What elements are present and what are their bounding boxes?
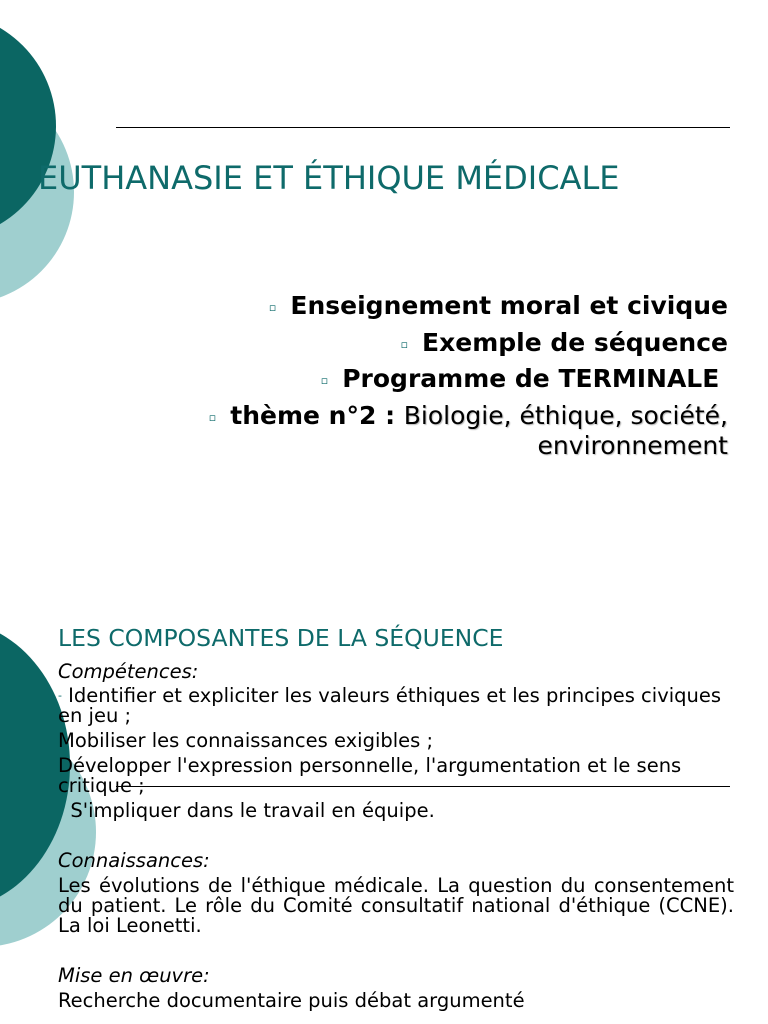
bullet-list xyxy=(108,288,728,461)
bullet-text: Enseignement moral et civique xyxy=(290,291,728,320)
bullet-item xyxy=(108,401,728,461)
bullet-text: Biologie, éthique, société, xyxy=(403,400,728,430)
bullet-item xyxy=(108,325,728,362)
mise-en-oeuvre-heading: Mise en œuvre: xyxy=(58,964,210,987)
competence-text: S'impliquer dans le travail en équipe. xyxy=(58,799,435,822)
slide-2 xyxy=(0,512,768,1024)
competence-item xyxy=(58,686,734,726)
bullet-text-continued: environnement xyxy=(537,430,728,460)
competence-item xyxy=(58,756,734,796)
mise-en-oeuvre-text: Recherche documentaire puis débat argumenté xyxy=(58,989,525,1012)
competences-heading: Compétences: xyxy=(58,660,199,683)
slide-title: LES COMPOSANTES DE LA SÉQUENCE xyxy=(58,624,504,652)
competence-item xyxy=(58,801,734,821)
dash-icon: - xyxy=(58,689,62,702)
bullet-square-icon: ▫ xyxy=(400,337,409,351)
competence-text: Développer l'expression personnelle, l'argumentation et le sens critique ; xyxy=(58,754,682,797)
slide-content xyxy=(58,662,734,1011)
bullet-item xyxy=(108,361,728,398)
competence-text: Identifier et expliciter les valeurs éthiques et les principes civiques en jeu ; xyxy=(58,684,722,727)
bullet-square-icon: ▫ xyxy=(268,301,277,314)
competence-item xyxy=(58,731,734,751)
connaissances-heading: Connaissances: xyxy=(58,849,210,872)
bullet-square-icon: ▫ xyxy=(208,410,217,424)
title-rule xyxy=(116,127,730,128)
competence-text: Mobiliser les connaissances exigibles ; xyxy=(58,729,434,752)
slide-title: EUTHANASIE ET ÉTHIQUE MÉDICALE xyxy=(38,159,620,197)
bullet-label: thème n°2 : xyxy=(230,400,404,430)
connaissances-text: Les évolutions de l'éthique médicale. La question du consentement du patient. Le rôle du Comité consultatif national d'éthique (CCNE). La loi Leonetti. xyxy=(58,874,734,937)
bullet-text: Exemple de séquence xyxy=(422,327,728,357)
bullet-square-icon: ▫ xyxy=(320,374,329,387)
bullet-item xyxy=(108,288,728,325)
bullet-text: Programme de TERMINALE xyxy=(342,364,728,393)
